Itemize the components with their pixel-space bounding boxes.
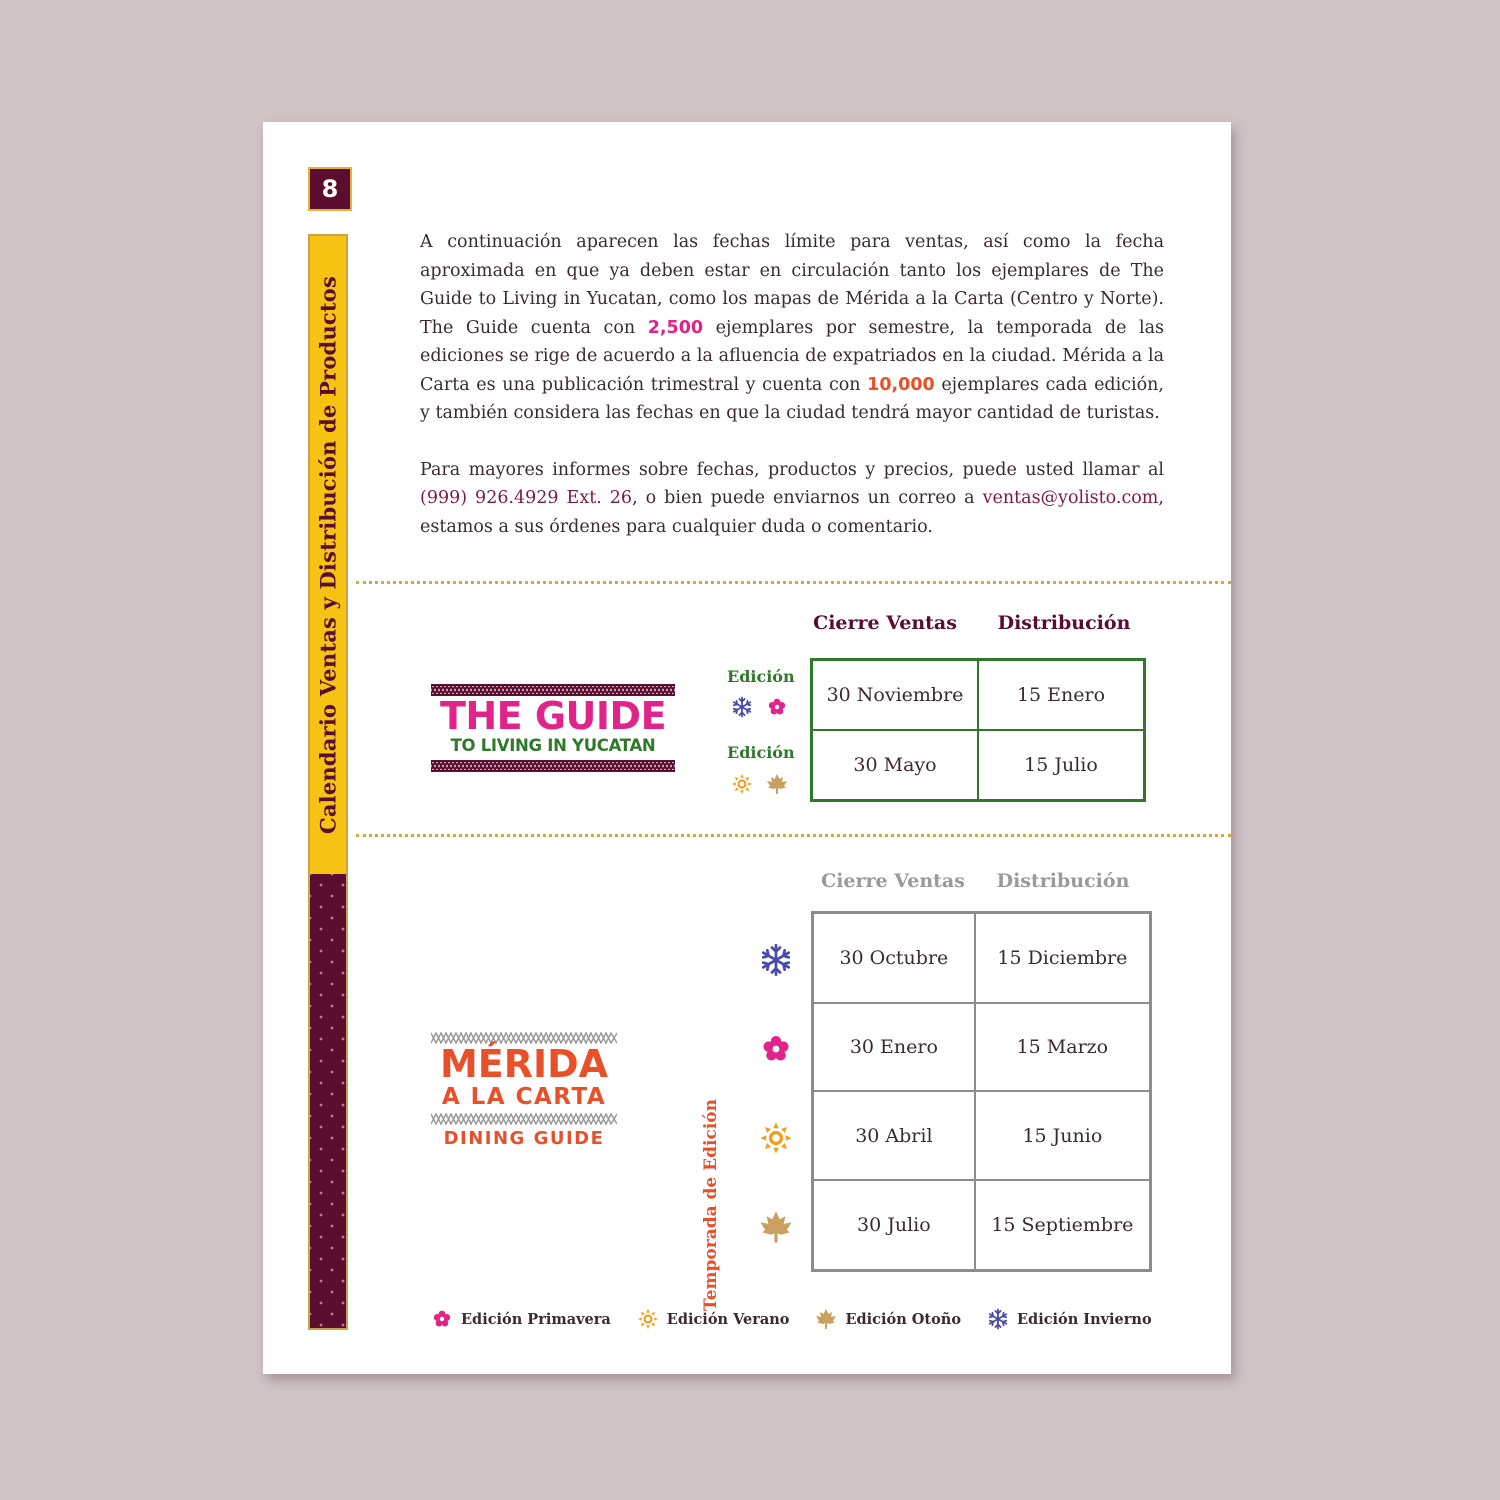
edition-label-summer-fall: Edición [727, 743, 795, 762]
flower-icon [759, 1032, 793, 1066]
table-row [813, 1003, 1151, 1092]
intro-text [420, 228, 1164, 569]
merida-distribution-cell: 15 Marzo [975, 1003, 1151, 1092]
legend-item-winter [987, 1308, 1152, 1330]
the-guide-logo [431, 684, 675, 772]
merida-distribution-cell: 15 Junio [975, 1091, 1151, 1180]
merida-distribution-cell: 15 Septiembre [975, 1180, 1151, 1270]
intro-paragraph-2: Para mayores informes sobre fechas, productos y precios, puede usted llamar al (999) 926.4929 Ext. 26, o bien puede enviarnos un correo a ventas@yolisto.com, estamos a sus órdenes para cualquier duda o comentario. [420, 459, 1164, 537]
maple-leaf-icon [759, 1210, 793, 1244]
edition-label-winter-spring: Edición [727, 667, 795, 686]
flower-icon [766, 696, 788, 718]
table-row [813, 1091, 1151, 1180]
the-guide-title: THE GUIDE [439, 694, 667, 738]
guide-sales-cell: 30 Mayo [812, 730, 979, 801]
legend-label: Edición Invierno [1017, 1310, 1152, 1328]
cross-stitch-border-middle [431, 1113, 617, 1125]
legend-label: Edición Otoño [845, 1310, 961, 1328]
legend-item-fall [815, 1308, 961, 1330]
table-row [813, 1180, 1151, 1270]
merida-sales-cell: 30 Octubre [813, 913, 975, 1003]
guide-col-sales: Cierre Ventas [813, 612, 957, 634]
guide-copies-count: 2,500 [647, 317, 704, 338]
table-row [813, 913, 1151, 1003]
merida-copies-count: 10,000 [867, 374, 935, 395]
phone-number: (999) 926.4929 Ext. 26 [420, 488, 633, 508]
page-number: 8 [308, 167, 352, 211]
merida-col-sales: Cierre Ventas [821, 870, 965, 892]
guide-distribution-cell: 15 Enero [978, 660, 1145, 731]
sun-icon [759, 1121, 793, 1155]
guide-sales-cell: 30 Noviembre [812, 660, 979, 731]
flower-icon [431, 1308, 453, 1330]
the-guide-subtitle: TO LIVING IN YUCATAN [450, 736, 656, 755]
maple-leaf-icon [815, 1308, 837, 1330]
sun-icon [731, 773, 753, 795]
maple-leaf-icon [766, 773, 788, 795]
divider-top [356, 581, 1231, 584]
divider-middle [356, 834, 1231, 837]
merida-sales-cell: 30 Abril [813, 1091, 975, 1180]
snowflake-icon [987, 1308, 1009, 1330]
legend-label: Edición Primavera [461, 1310, 611, 1328]
season-legend [431, 1306, 1178, 1332]
side-pattern-band [308, 874, 348, 1330]
season-label: Temporada de Edición [701, 1099, 721, 1311]
merida-distribution-cell: 15 Diciembre [975, 913, 1151, 1003]
guide-col-distribution: Distribución [997, 612, 1131, 634]
sun-icon [637, 1308, 659, 1330]
table-row [812, 660, 1145, 731]
snowflake-icon [759, 943, 793, 977]
merida-title: MÉRIDA [439, 1042, 609, 1086]
merida-a-la-carta-logo [431, 1032, 617, 1150]
merida-table [811, 911, 1152, 1272]
zigzag-border-bottom [431, 760, 675, 772]
table-row [812, 730, 1145, 801]
side-title: Calendario Ventas y Distribución de Productos [315, 275, 341, 835]
legend-item-summer [637, 1308, 790, 1330]
side-title-band [308, 234, 348, 874]
merida-subtitle: A LA CARTA [441, 1084, 607, 1110]
legend-item-spring [431, 1308, 611, 1330]
snowflake-icon [731, 696, 753, 718]
guide-distribution-cell: 15 Julio [978, 730, 1145, 801]
merida-col-distribution: Distribución [996, 870, 1130, 892]
email-address: ventas@yolisto.com [982, 488, 1159, 508]
merida-sales-cell: 30 Julio [813, 1180, 975, 1270]
legend-label: Edición Verano [666, 1310, 790, 1328]
merida-tagline: DINING GUIDE [443, 1128, 605, 1149]
merida-sales-cell: 30 Enero [813, 1003, 975, 1092]
guide-table [810, 658, 1146, 802]
brochure-page [263, 122, 1231, 1374]
intro-paragraph-1: A continuación aparecen las fechas límite para ventas, así como la fecha aproximada en que ya deben estar en circulación tanto los ejemplares de The Guide to Living in Yucatan, como los mapas de Mérida a la Carta (Centro y Norte). The Guide cuenta con 2,500 ejemplares por semestre, la temporada de las ediciones se rige de acuerdo a la afluencia de expatriados en la ciudad. Mérida a la Carta es una publicación trimestral y cuenta con 10,000 ejemplares cada edición, y también considera las fechas en que la ciudad tendrá mayor cantidad de turistas. [420, 232, 1165, 423]
